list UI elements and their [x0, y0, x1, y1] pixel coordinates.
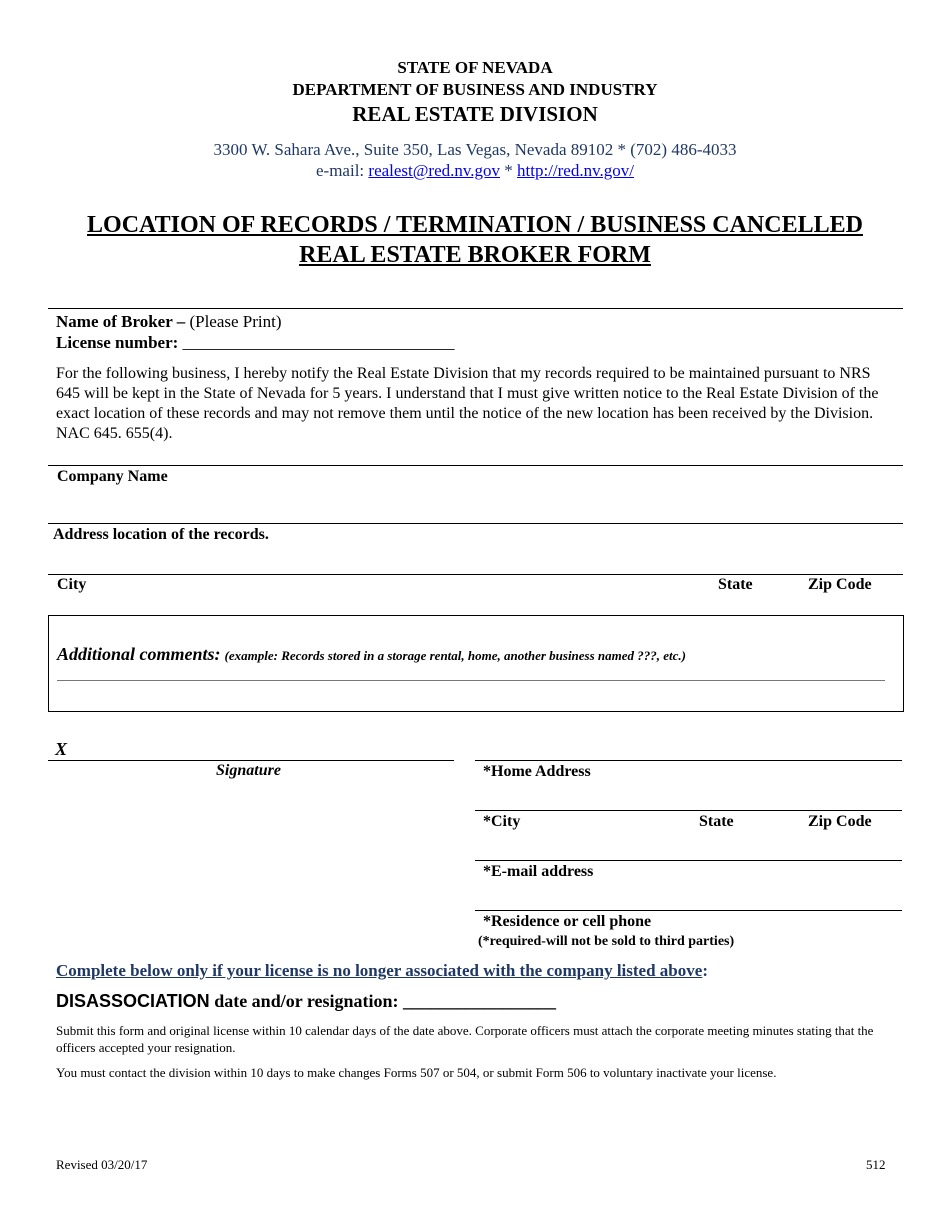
header-division: REAL ESTATE DIVISION [352, 102, 598, 126]
divider [475, 860, 902, 861]
disassociation-paragraph-2: You must contact the division within 10 days to make changes Forms 507 or 504, or submit Form 506 to voluntary inactivate your license. [56, 1065, 777, 1080]
license-number-label: License number: [56, 333, 179, 352]
divider [48, 465, 903, 466]
form-title-line2: REAL ESTATE BROKER FORM [299, 242, 651, 268]
company-name-field[interactable]: Company Name [57, 468, 168, 485]
form-title-line1: LOCATION OF RECORDS / TERMINATION / BUSINESS CANCELLED [87, 212, 863, 238]
comments-heading [57, 644, 686, 665]
disassociation-instruction [56, 961, 708, 981]
required-note: (*required-will not be sold to third parties) [478, 934, 735, 949]
additional-comments-box[interactable] [48, 615, 904, 712]
divider [475, 910, 902, 911]
signature-x-mark: X [55, 739, 68, 759]
license-number-row[interactable] [56, 333, 455, 353]
contact-separator: * [500, 161, 518, 180]
website-link[interactable]: http://red.nv.gov/ [517, 161, 634, 180]
disassociation-date-field[interactable]: _________________ [403, 991, 557, 1011]
disassociation-instruction-text: Complete below only if your license is no longer associated with the company listed above [56, 961, 703, 980]
home-state-field[interactable]: State [699, 813, 734, 830]
disassociation-label-rest: date and/or resignation: [209, 991, 399, 1011]
comments-line [57, 680, 885, 681]
city-field[interactable]: City [57, 576, 87, 593]
broker-name-label: Name of Broker – [56, 312, 186, 331]
zip-code-field[interactable]: Zip Code [808, 576, 872, 593]
email-address-field[interactable]: *E-mail address [483, 863, 594, 880]
divider [48, 574, 903, 575]
header-state: STATE OF NEVADA [397, 58, 553, 77]
comments-example: (example: Records stored in a storage rental, home, another business named ???, etc.) [224, 648, 687, 663]
signature-label: Signature [216, 762, 281, 779]
home-city-field[interactable]: *City [483, 813, 521, 830]
header-department: DEPARTMENT OF BUSINESS AND INDUSTRY [292, 80, 658, 99]
divider [475, 760, 902, 761]
form-number: 512 [866, 1157, 886, 1172]
notice-paragraph: For the following business, I hereby notify the Real Estate Division that my records required to be maintained pursuant to NRS 645 will be kept in the State of Nevada for 5 years. I understand that I must give written notice to the Real Estate Division of the exact location of these records and may not remove them until the notice of the new location has been received by the Division. NAC 645. 655(4). [56, 365, 879, 442]
disassociation-paragraph-1: Submit this form and original license within 10 calendar days of the date above. Corporate officers must attach the corporate meeting minutes stating that the officers accepted your resignation. [56, 1023, 874, 1055]
disassociation-date-row[interactable] [56, 991, 556, 1012]
revised-date: Revised 03/20/17 [56, 1157, 148, 1172]
comments-label: Additional comments: [57, 644, 221, 664]
disassociation-label-word: DISASSOCIATION [56, 991, 210, 1011]
state-field[interactable]: State [718, 576, 753, 593]
email-prefix: e-mail: [316, 161, 369, 180]
disassociation-instruction-colon: : [702, 961, 708, 980]
divider [475, 810, 902, 811]
license-number-field[interactable]: ________________________________ [182, 333, 455, 352]
signature-line[interactable] [48, 760, 454, 761]
divider [48, 523, 903, 524]
home-zip-field[interactable]: Zip Code [808, 813, 872, 830]
broker-name-hint: (Please Print) [185, 312, 282, 331]
phone-field[interactable]: *Residence or cell phone [483, 913, 652, 930]
divider [48, 308, 903, 309]
broker-name-row[interactable] [56, 312, 282, 332]
header-contact [0, 161, 950, 181]
header-address: 3300 W. Sahara Ave., Suite 350, Las Vegas, Nevada 89102 * (702) 486-4033 [213, 140, 737, 159]
records-address-field[interactable]: Address location of the records. [53, 526, 269, 543]
home-address-field[interactable]: *Home Address [483, 763, 591, 780]
email-link[interactable]: realest@red.nv.gov [368, 161, 501, 180]
